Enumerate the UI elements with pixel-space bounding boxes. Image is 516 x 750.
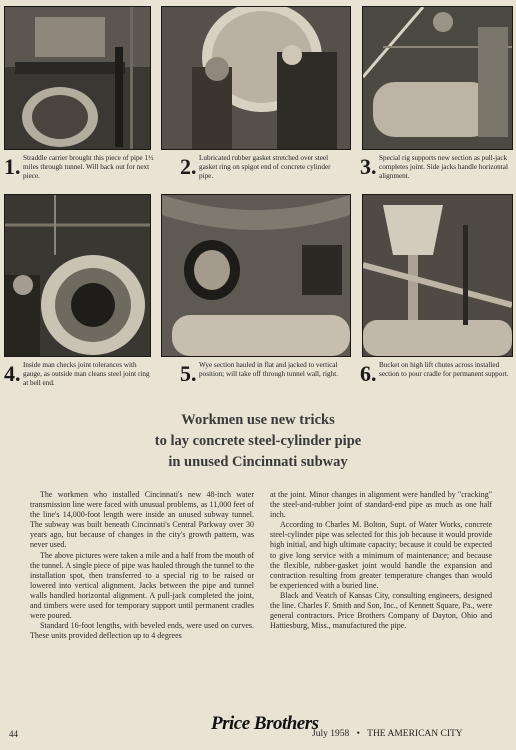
issue-date: July 1958 (312, 729, 350, 739)
page-number: 44 (9, 729, 18, 739)
caption-number: 4. (4, 361, 21, 386)
caption-text: Bucket on high lift chutes across installed section to pour cradle for permanent support. (379, 361, 509, 379)
caption-6 (360, 361, 512, 385)
headline-line: to lay concrete steel-cylinder pipe (154, 433, 362, 449)
photo-rubber-gasket (161, 6, 351, 150)
body-paragraph: The workmen who installed Cincinnati's new 48-inch water transmission line were faced with unusual problems, as 11,000 feet of the line's 14,000-foot length were inside an unused subway tunnel. The subway was built beneath Cincinnati's Central Parkway over 30 years ago, but because of changes in the city's growth pattern, was never used. (30, 490, 254, 550)
body-paragraph: Standard 16-foot lengths, with beveled ends, were used on curves. These units provided deflection up to 4 degrees (30, 621, 254, 641)
headline-line: Workmen use new tricks (181, 412, 335, 428)
caption-text: Special rig supports new section as pull-jack completes joint. Side jacks handle horizontal alignment. (379, 154, 508, 181)
page-footer (312, 729, 463, 739)
caption-2 (180, 154, 345, 182)
caption-3 (360, 154, 512, 182)
price-brothers-logo: Price Brothers (211, 713, 319, 734)
body-column-left (30, 490, 254, 641)
caption-4 (4, 361, 154, 389)
caption-number: 5. (180, 361, 197, 386)
photo-straddle-carrier (4, 6, 151, 150)
photo-joint-gauge (4, 194, 151, 357)
caption-text: Straddle carrier brought this piece of pipe 1½ miles through tunnel. Will back out for next piece. (23, 154, 154, 181)
photo-wye-section (161, 194, 351, 357)
caption-text: Lubricated rubber gasket stretched over steel gasket ring on spigot end of concrete cylinder pipe. (199, 154, 331, 181)
body-paragraph: According to Charles M. Bolton, Supt. of Water Works, concrete steel-cylinder pipe was selected for this job because it would provide high initial, and high ultimate capacity; because it could be expected to give long service with a minimum of maintenance; and because the flexible, rubber-gasket joint would handle the expansion and contraction resulting from greater temperature changes than would be experienced with a buried line. (270, 520, 492, 590)
caption-5 (180, 361, 345, 385)
caption-number: 3. (360, 154, 377, 179)
body-paragraph: at the joint. Minor changes in alignment were handled by "cracking" the steel-and-rubber joint of standard-end pipe as much as one half inch. (270, 490, 492, 520)
footer-separator: • (356, 729, 360, 739)
magazine-name: THE AMERICAN CITY (367, 729, 463, 739)
caption-number: 1. (4, 154, 21, 179)
caption-1 (4, 154, 154, 182)
caption-text: Wye section hauled in flat and jacked to vertical position; will take off through tunnel wall, right. (199, 361, 339, 379)
body-paragraph: The above pictures were taken a mile and a half from the mouth of the tunnel. A single piece of pipe was hauled through the tunnel to the installation spot, then transferred to a special rig to be raised or lowered into vertical alignment. Jacks between the pipe and tunnel walls handled horizontal alignment. A pull-jack completed the joint, and timbers were used for temporary support until permanent cradles were poured. (30, 550, 254, 621)
article-headline (90, 410, 426, 473)
caption-number: 6. (360, 361, 377, 386)
caption-number: 2. (180, 154, 197, 179)
headline-line: in unused Cincinnati subway (168, 454, 348, 470)
body-paragraph: Black and Veatch of Kansas City, consulting engineers, designed the line. Charles F. Smith and Son, Inc., of Kennett Square, Pa., were general contractors. Price Brothers Company of Dayton, Ohio and Hattiesburg, Miss., manufactured the pipe. (270, 590, 492, 631)
caption-text: Inside man checks joint tolerances with gauge, as outside man cleans steel joint ring at bell end. (23, 361, 150, 388)
body-column-right (270, 490, 492, 631)
photo-special-rig (362, 6, 513, 150)
photo-bucket-chutes (362, 194, 513, 357)
